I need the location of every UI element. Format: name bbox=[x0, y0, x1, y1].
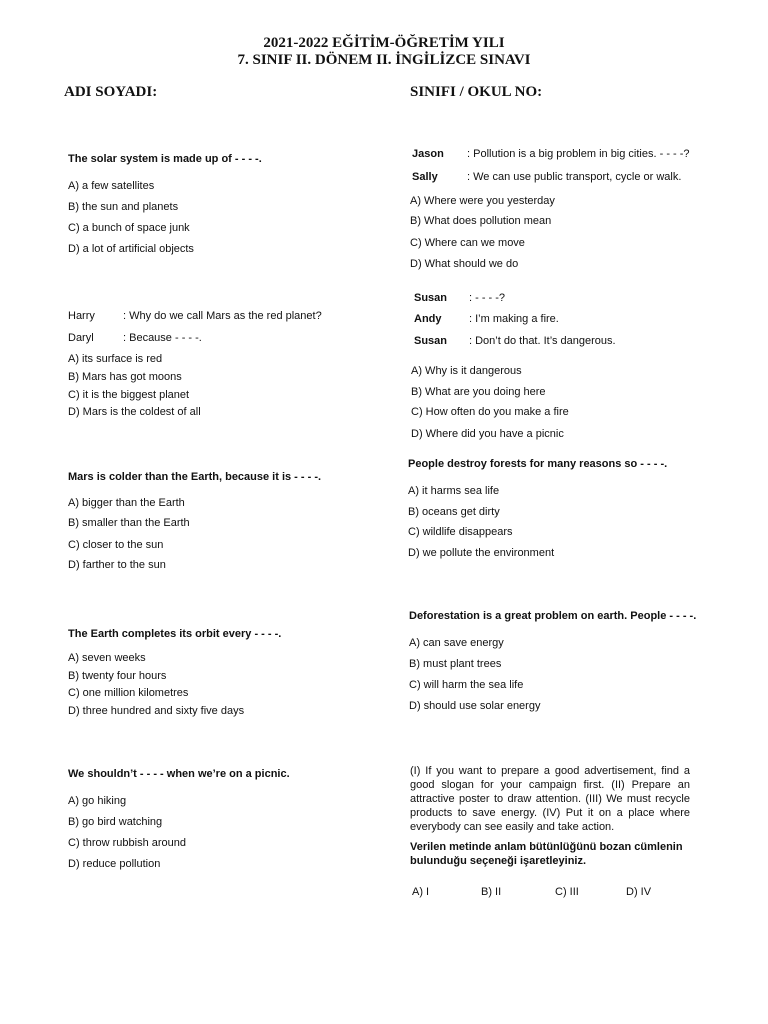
option-b[interactable]: B) go bird watching bbox=[68, 816, 163, 828]
option-d[interactable]: D) Where did you have a picnic bbox=[411, 428, 564, 440]
speaker-name: Susan bbox=[414, 335, 448, 347]
question-stem: We shouldn’t - - - - when we’re on a picnic. bbox=[68, 768, 290, 780]
dialogue-line: : Why do we call Mars as the red planet? bbox=[123, 310, 322, 322]
option-c[interactable]: C) a bunch of space junk bbox=[68, 222, 190, 234]
question-stem: Mars is colder than the Earth, because it is - - - -. bbox=[68, 471, 322, 483]
option-d[interactable]: D) should use solar energy bbox=[409, 700, 541, 712]
option-a[interactable]: A) go hiking bbox=[68, 795, 127, 807]
name-label: ADI SOYADI: bbox=[64, 84, 158, 100]
speaker-name: Susan bbox=[414, 292, 448, 304]
option-b[interactable]: B) What does pollution mean bbox=[410, 215, 552, 227]
option-d[interactable]: D) IV bbox=[626, 886, 652, 898]
exam-title: 7. SINIF II. DÖNEM II. İNGİLİZCE SINAVI bbox=[237, 52, 531, 68]
option-a[interactable]: A) it harms sea life bbox=[408, 485, 500, 497]
option-b[interactable]: B) What are you doing here bbox=[411, 386, 546, 398]
option-a[interactable]: A) Why is it dangerous bbox=[411, 365, 522, 377]
option-c[interactable]: C) Where can we move bbox=[410, 237, 525, 249]
option-b[interactable]: B) Mars has got moons bbox=[68, 371, 182, 383]
dialogue-line: : Don’t do that. It’s dangerous. bbox=[469, 335, 616, 347]
question-paragraph: (I) If you want to prepare a good advertisement, find a good slogan for your campaign first. (II) Prepare an attractive poster to draw attention. (III) We must recycle products to save energy. (IV) Put it on a place where everybody can see easily and take action. bbox=[410, 765, 690, 833]
option-c[interactable]: C) closer to the sun bbox=[68, 539, 164, 551]
option-c[interactable]: C) one million kilometres bbox=[68, 687, 189, 699]
option-b[interactable]: B) II bbox=[481, 886, 502, 898]
option-c[interactable]: C) will harm the sea life bbox=[409, 679, 524, 691]
option-b[interactable]: B) smaller than the Earth bbox=[68, 517, 190, 529]
speaker-name: Sally bbox=[412, 171, 438, 183]
speaker-name: Andy bbox=[414, 313, 442, 325]
option-d[interactable]: D) reduce pollution bbox=[68, 858, 161, 870]
option-a[interactable]: A) bigger than the Earth bbox=[68, 497, 185, 509]
dialogue-line: : - - - -? bbox=[469, 292, 506, 304]
option-a[interactable]: A) its surface is red bbox=[68, 353, 163, 365]
question-stem: Deforestation is a great problem on earth. People - - - -. bbox=[409, 610, 697, 622]
option-c[interactable]: C) throw rubbish around bbox=[68, 837, 187, 849]
option-a[interactable]: A) a few satellites bbox=[68, 180, 155, 192]
question-stem: People destroy forests for many reasons so - - - -. bbox=[408, 458, 668, 470]
dialogue-line: : I’m making a fire. bbox=[469, 313, 559, 325]
speaker-name: Harry bbox=[68, 310, 95, 322]
option-d[interactable]: D) three hundred and sixty five days bbox=[68, 705, 245, 717]
option-b[interactable]: B) twenty four hours bbox=[68, 670, 167, 682]
option-c[interactable]: C) it is the biggest planet bbox=[68, 389, 190, 401]
option-d[interactable]: D) we pollute the environment bbox=[408, 547, 555, 559]
option-d[interactable]: D) farther to the sun bbox=[68, 559, 166, 571]
speaker-name: Jason bbox=[412, 148, 444, 160]
option-a[interactable]: A) seven weeks bbox=[68, 652, 146, 664]
question-stem: The Earth completes its orbit every - - - -. bbox=[68, 628, 282, 640]
exam-year-title: 2021-2022 EĞİTİM-ÖĞRETİM YILI bbox=[263, 35, 505, 51]
class-number-label: SINIFI / OKUL NO: bbox=[410, 84, 543, 100]
option-c[interactable]: C) wildlife disappears bbox=[408, 526, 513, 538]
option-b[interactable]: B) the sun and planets bbox=[68, 201, 179, 213]
option-c[interactable]: C) III bbox=[555, 886, 579, 898]
option-c[interactable]: C) How often do you make a fire bbox=[411, 406, 569, 418]
option-a[interactable]: A) Where were you yesterday bbox=[410, 195, 555, 207]
option-b[interactable]: B) oceans get dirty bbox=[408, 506, 500, 518]
option-d[interactable]: D) Mars is the coldest of all bbox=[68, 406, 201, 418]
question-instruction: Verilen metinde anlam bütünlüğünü bozan cümlenin bulunduğu seçeneği işaretleyiniz. bbox=[410, 841, 683, 867]
option-d[interactable]: D) What should we do bbox=[410, 258, 519, 270]
question-stem: The solar system is made up of - - - -. bbox=[68, 153, 262, 165]
dialogue-line: : Because - - - -. bbox=[123, 332, 202, 344]
option-a[interactable]: A) can save energy bbox=[409, 637, 504, 649]
speaker-name: Daryl bbox=[68, 332, 94, 344]
dialogue-line: : Pollution is a big problem in big cities. - - - -? bbox=[467, 148, 690, 160]
option-d[interactable]: D) a lot of artificial objects bbox=[68, 243, 194, 255]
option-b[interactable]: B) must plant trees bbox=[409, 658, 502, 670]
option-a[interactable]: A) I bbox=[412, 886, 430, 898]
dialogue-line: : We can use public transport, cycle or walk. bbox=[467, 171, 682, 183]
